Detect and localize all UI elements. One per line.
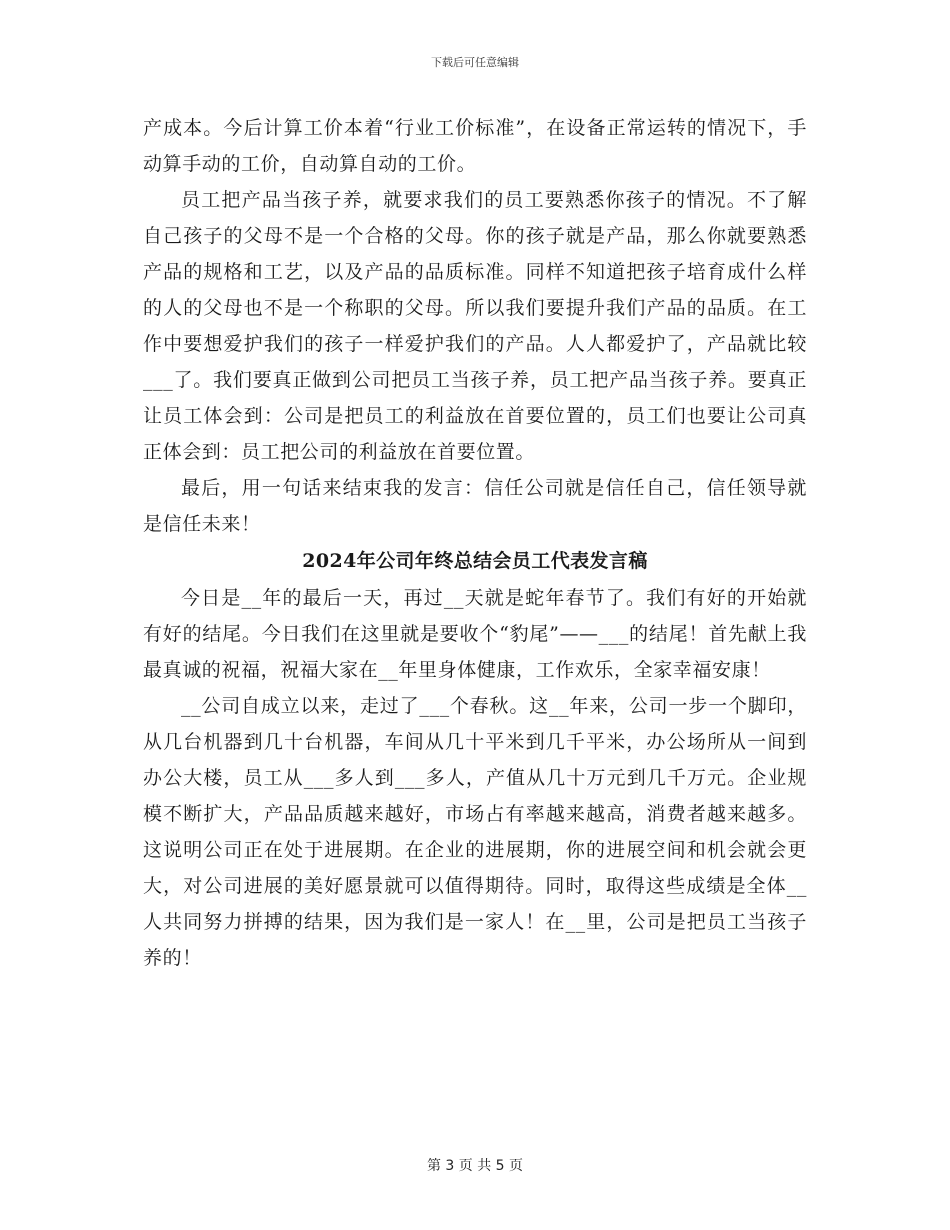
- paragraph: 今日是__年的最后一天，再过__天就是蛇年春节了。我们有好的开始就有好的结尾。今日我们在这里就是要收个“豹尾”——___的结尾！首先献上我最真诚的祝福，祝福大家在__年里身体健康，工作欢乐，全家幸福安康！: [143, 587, 807, 681]
- paragraph: 员工把产品当孩子养，就要求我们的员工要熟悉你孩子的情况。不了解自己孩子的父母不是一个合格的父母。你的孩子就是产品，那么你就要熟悉产品的规格和工艺，以及产品的品质标准。同样不知道把孩子培育成什么样的人的父母也不是一个称职的父母。所以我们要提升我们产品的品质。在工作中要想爱护我们的孩子一样爱护我们的产品。人人都爱护了，产品就比较___了。我们要真正做到公司把员工当孩子养，员工把产品当孩子养。要真正让员工体会到：公司是把员工的利益放在首要位置的，员工们也要让公司真正体会到：员工把公司的利益放在首要位置。: [143, 189, 807, 463]
- document-body: [143, 110, 807, 976]
- paragraph: __公司自成立以来，走过了___个春秋。这__年来，公司一步一个脚印，从几台机器到几十台机器，车间从几十平米到几千平米，办公场所从一间到办公大楼，员工从___多人到___多人，产值从几十万元到几千万元。企业规模不断扩大，产品品质越来越好，市场占有率越来越高，消费者越来越多。这说明公司正在处于进展期。在企业的进展期，你的进展空间和机会就会更大，对公司进展的美好愿景就可以值得期待。同时，取得这些成绩是全体__人共同努力拼搏的结果，因为我们是一家人！在__里，公司是把员工当孩子养的！: [143, 695, 807, 969]
- page-header: 下载后可任意编辑: [431, 56, 519, 69]
- page-footer: 第 3 页 共 5 页: [426, 1158, 524, 1174]
- paragraph-continuation: 产成本。今后计算工价本着“行业工价标准”，在设备正常运转的情况下，手动算手动的工价，自动算自动的工价。: [143, 117, 807, 175]
- section-title: 2024年公司年终总结会员工代表发言稿: [302, 550, 648, 572]
- paragraph: 最后，用一句话来结束我的发言：信任公司就是信任自己，信任领导就是信任未来！: [143, 477, 807, 535]
